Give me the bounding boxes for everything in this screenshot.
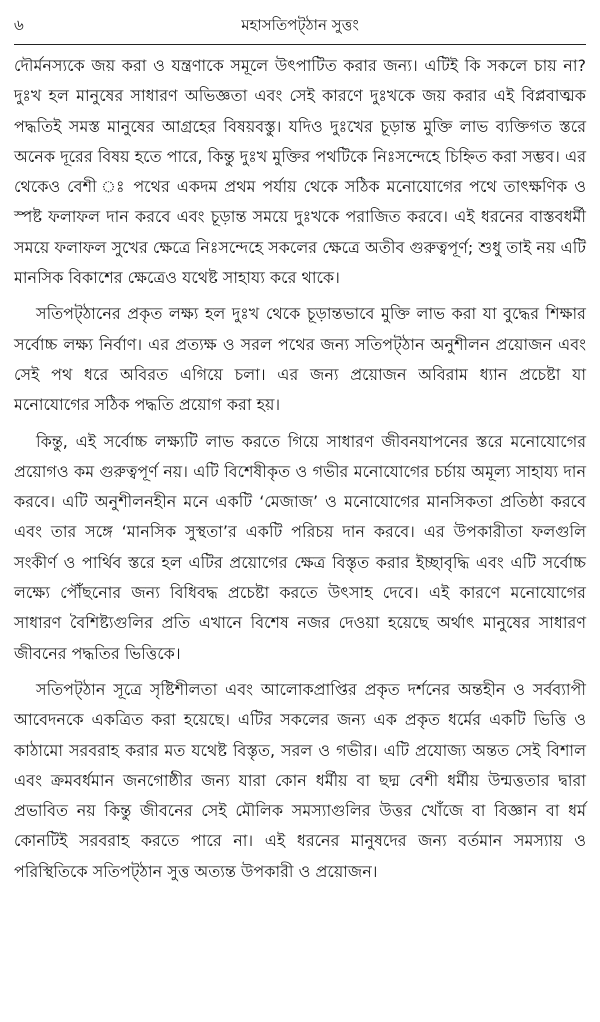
body-text <box>14 51 586 887</box>
page-number: ৬ <box>14 16 24 34</box>
paragraph: সতিপট্‌ঠান সূত্রে সৃষ্টিশীলতা এবং আলোকপ্রাপ্তির প্রকৃত দর্শনের অন্তহীন ও সর্বব্যাপী আবেদনকে একত্রিত করা হয়েছে। এটির সকলের জন্য এক প্রকৃত ধর্মের একটি ভিত্তি ও কাঠামো সরবরাহ করার মত যথেষ্ট বিস্তৃত, সরল ও গভীর। এটি প্রযোজ্য অন্তত সেই বিশাল এবং ক্রমবর্ধমান জনগোষ্ঠীর জন্য যারা কোন ধর্মীয় বা ছদ্ম বেশী ধর্মীয় উন্মত্ততার দ্বারা প্রভাবিত নয় কিন্তু জীবনের সেই মৌলিক সমস্যাগুলির উত্তর খোঁজে বা বিজ্ঞান বা ধর্ম কোনটিই সরবরাহ করতে পারে না। এই ধরনের মানুষদের জন্য বর্তমান সমস্যায় ও পরিস্থিতিকে সতিপট্‌ঠান সুত্ত অত্যন্ত উপকারী ও প্রয়োজন। <box>14 679 586 881</box>
paragraph: দৌর্মনস্যকে জয় করা ও যন্ত্রণাকে সমূলে উৎপাটিত করার জন্য। এটিই কি সকলে চায় না? দুঃখ হল মানুষের সাধারণ অভিজ্ঞতা এবং সেই কারণে দুঃখকে জয় করার এই বিপ্লবাত্মক পদ্ধতিই সমস্ত মানুষের আগ্রহের বিষয়বস্তু। যদিও দুঃখের চূড়ান্ত মুক্তি লাভ ব্যক্তিগত স্তরে অনেক দূরের বিষয় হতে পারে, কিন্তু দুঃখ মুক্তির পথটিকে নিঃসন্দেহে চিহ্নিত করা সম্ভব। এর থেকেও বেশী ঃ পথের একদম প্রথম পর্যায় থেকে সঠিক মনোযোগের পথে তাৎক্ষণিক ও স্পষ্ট ফলাফল দান করবে এবং চূড়ান্ত সময়ে দুঃখকে পরাজিত করবে। এই ধরনের বাস্তবধর্মী সময়ে ফলাফল সুখের ক্ষেত্রে নিঃসন্দেহে সকলের ক্ষেত্রে অতীব গুরুত্বপূর্ণ; শুধু তাই নয় এটি মানসিক বিকাশের ক্ষেত্রেও যথেষ্ট সাহায্য করে থাকে। <box>14 56 586 288</box>
page-header <box>14 6 586 45</box>
paragraph: কিন্তু, এই সর্বোচ্চ লক্ষ্যটি লাভ করতে গিয়ে সাধারণ জীবনযাপনের স্তরে মনোযোগের প্রয়োগও কম গুরুত্বপূর্ণ নয়। এটি বিশেষীকৃত ও গভীর মনোযোগের চর্চায় অমূল্য সাহায্য দান করবে। এটি অনুশীলনহীন মনে একটি ‘মেজাজ’ ও মনোযোগের মানসিকতা প্রতিষ্ঠা করবে এবং তার সঙ্গে ‘মানসিক সুস্থতা’র একটি পরিচয় দান করবে। এর উপকারীতা ফলগুলি সংকীর্ণ ও পার্থিব স্তরে হল এটির প্রয়োগের ক্ষেত্র বিস্তৃত করার ইচ্ছাবৃদ্ধি এবং এটি সর্বোচ্চ লক্ষ্যে পৌঁছনোর জন্য বিধিবদ্ধ প্রচেষ্টা করতে উৎসাহ দেবে। এই কারণে মনোযোগের সাধারণ বৈশিষ্ট্যগুলির প্রতি এখানে বিশেষ নজর দেওয়া হয়েছে অর্থাৎ মানুষের সাধারণ জীবনের পদ্ধতির ভিত্তিকে। <box>14 431 586 663</box>
running-title: মহাসতিপট্‌ঠান সুত্তং <box>241 16 359 34</box>
paragraph: সতিপট্‌ঠানের প্রকৃত লক্ষ্য হল দুঃখ থেকে চূড়ান্তভাবে মুক্তি লাভ করা যা বুদ্ধের শিক্ষার সর্বোচ্চ লক্ষ্য নির্বাণ। এর প্রত্যক্ষ ও সরল পথের জন্য সতিপট্‌ঠান অনুশীলন প্রয়োজন এবং সেই পথ ধরে অবিরত এগিয়ে চলা। এর জন্য প্রয়োজন অবিরাম ধ্যান প্রচেষ্টা যা মনোযোগের সঠিক পদ্ধতি প্রয়োগ করা হয়। <box>14 304 586 415</box>
